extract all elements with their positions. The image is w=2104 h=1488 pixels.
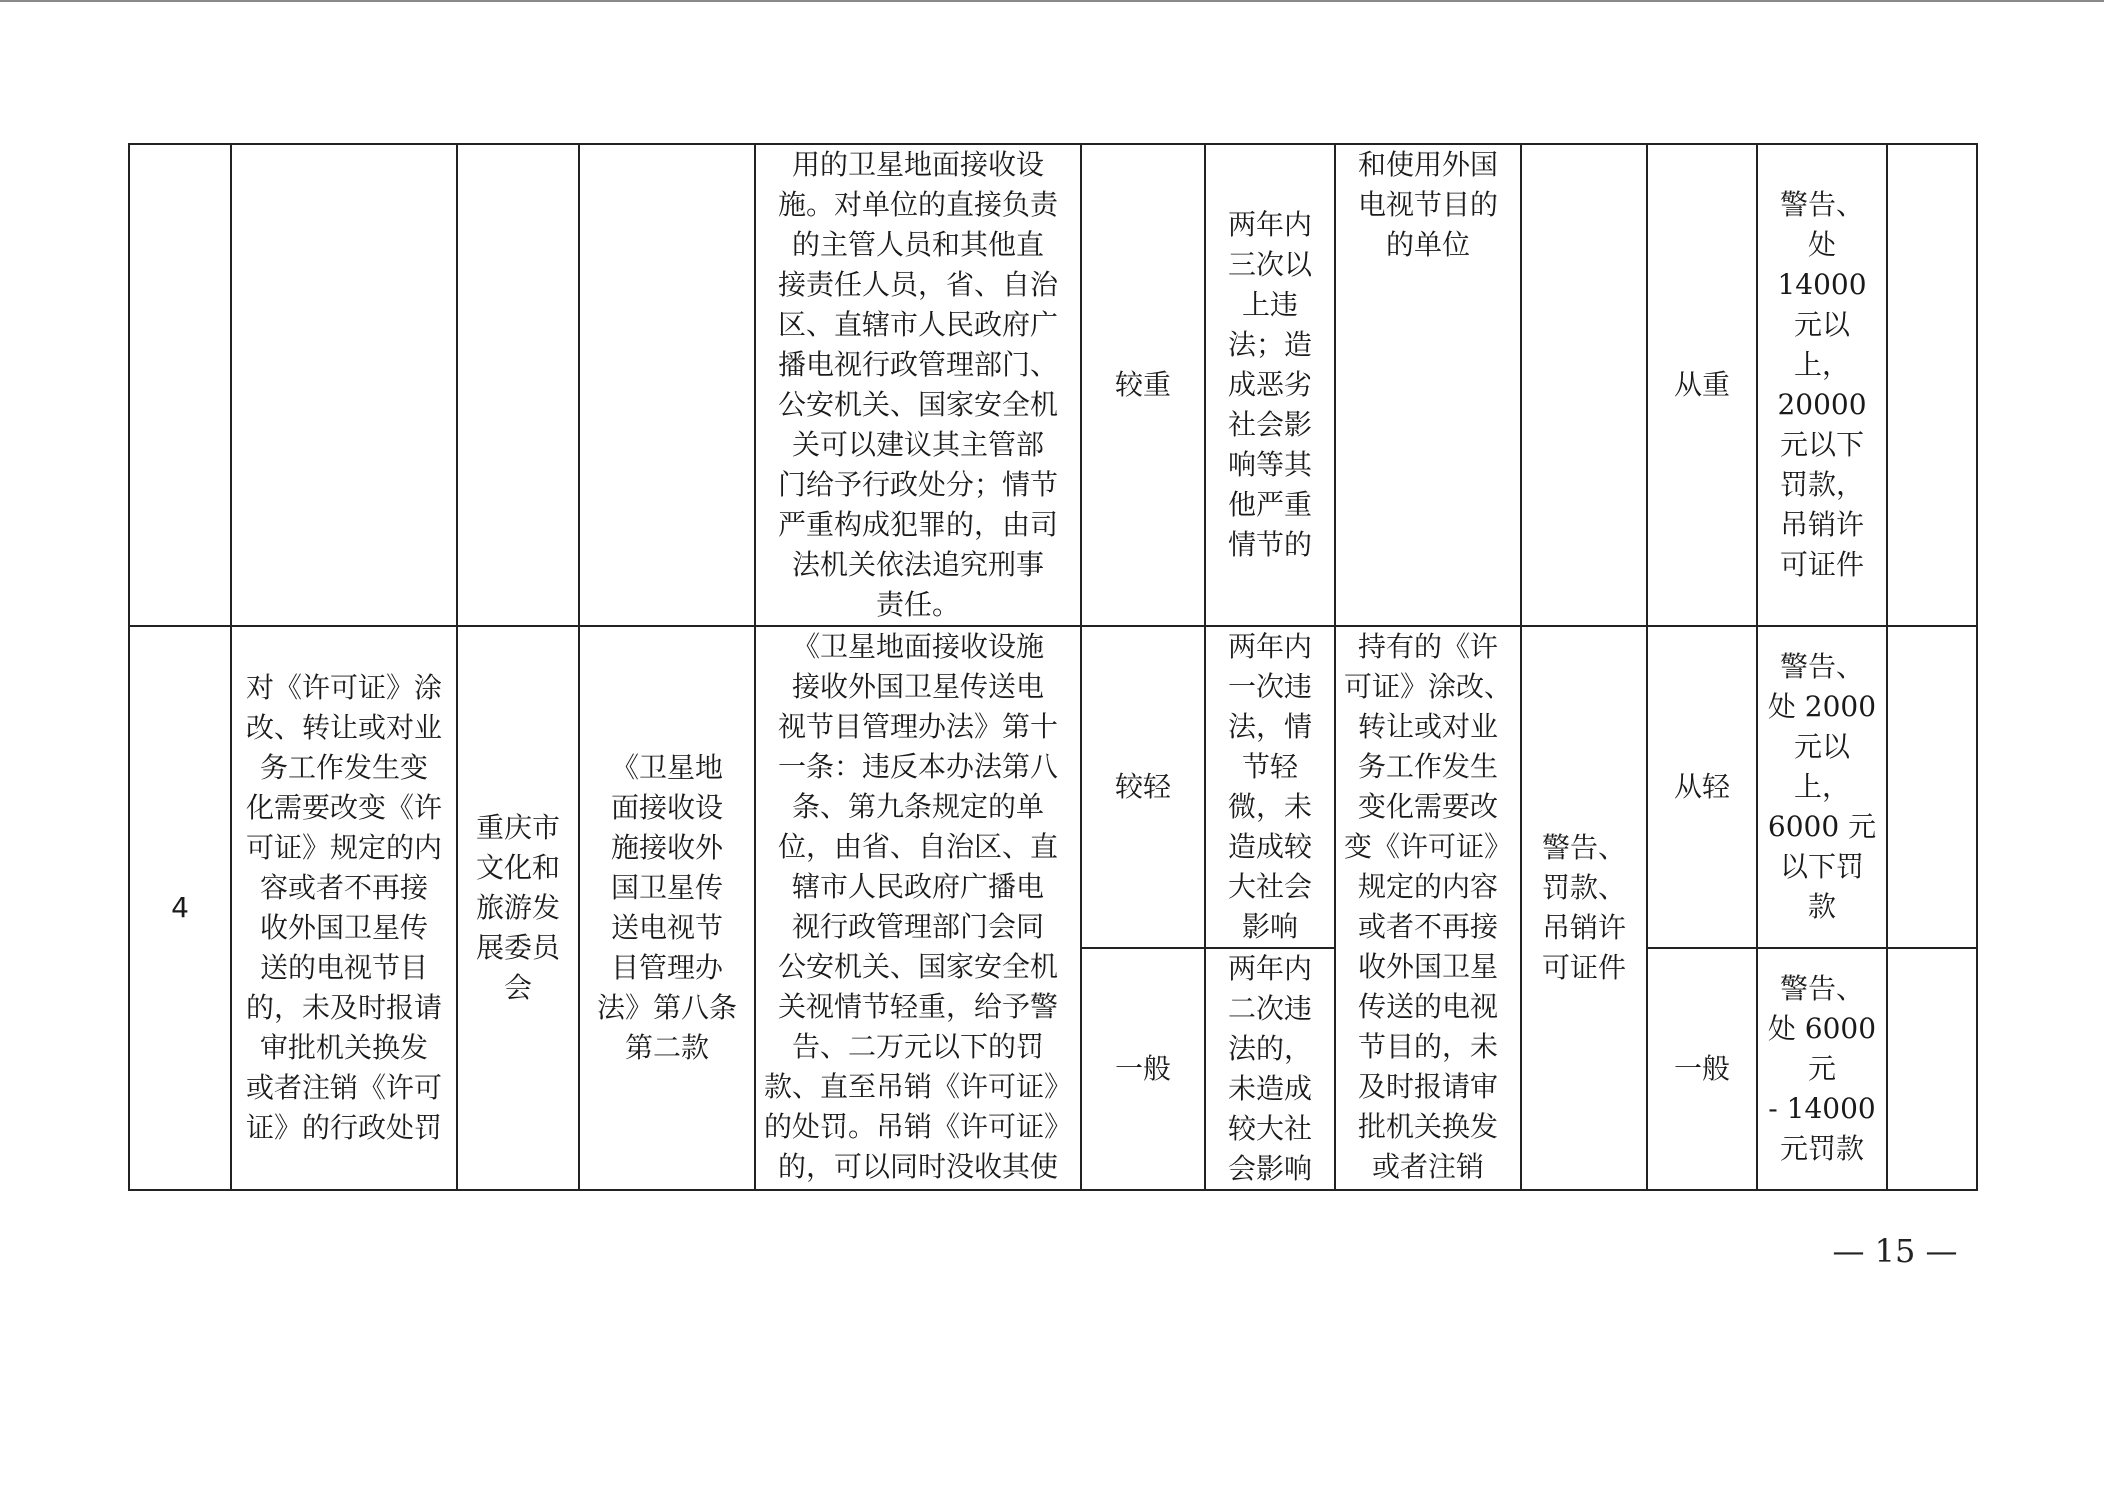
penalty-basis-cell: 用的卫星地面接收设 施。对单位的直接负责 的主管人员和其他直 接责任人员，省、自治 区、直辖市人民政府广 播电视行政管理部门、 公安机关、国家安全机 关可以建议其主管部 门给予行政处分；情节 严重构成犯罪的，由司 法机关依法追究刑事 责任。 bbox=[755, 144, 1081, 626]
subject-cell: 和使用外国 电视节目的 的单位 bbox=[1335, 144, 1521, 626]
circumstance-cell: 两年内 三次以 上违 法；造 成恶劣 社会影 响等其 他严重 情节的 bbox=[1205, 144, 1335, 626]
penalty-degree-cell: 从轻 bbox=[1647, 626, 1757, 948]
legal-basis-cell: 《卫星地 面接收设 施接收外 国卫星传 送电视节 目管理办 法》第八条 第二款 bbox=[579, 626, 755, 1190]
authority-cell bbox=[457, 144, 579, 626]
subject-cell: 持有的《许 可证》涂改、 转让或对业 务工作发生 变化需要改 变《许可证》 规定的内容 或者不再接 收外国卫星 传送的电视 节目的，未 及时报请审 批机关换发 或者注销 bbox=[1335, 626, 1521, 1190]
penalty-type-cell bbox=[1521, 144, 1647, 626]
page-number: — 15 — bbox=[1832, 1232, 1958, 1270]
table-row bbox=[129, 144, 1977, 626]
violation-level-cell: 一般 bbox=[1081, 948, 1205, 1190]
authority-cell: 重庆市 文化和 旅游发 展委员 会 bbox=[457, 626, 579, 1190]
violation-level-cell: 较重 bbox=[1081, 144, 1205, 626]
penalty-standard-cell: 警告、 处 2000 元以 上， 6000 元 以下罚 款 bbox=[1757, 626, 1887, 948]
remarks-cell bbox=[1887, 626, 1977, 948]
matter-cell bbox=[231, 144, 457, 626]
legal-basis-cell bbox=[579, 144, 755, 626]
circumstance-cell: 两年内 二次违 法的， 未造成 较大社 会影响 bbox=[1205, 948, 1335, 1190]
matter-cell: 对《许可证》涂 改、转让或对业 务工作发生变 化需要改变《许 可证》规定的内 容或者不再接 收外国卫星传 送的电视节目 的，未及时报请 审批机关换发 或者注销《许可 证》的行政处罚 bbox=[231, 626, 457, 1190]
penalty-basis-cell: 《卫星地面接收设施 接收外国卫星传送电 视节目管理办法》第十 一条：违反本办法第八 条、第九条规定的单 位，由省、自治区、直 辖市人民政府广播电 视行政管理部门会同 公安机关、国家安全机 关视情节轻重，给予警 告、二万元以下的罚 款、直至吊销《许可证》 的处罚。吊销《许可证》 的，可以同时没收其使 bbox=[755, 626, 1081, 1190]
penalty-standard-cell: 警告、 处 14000 元以 上， 20000 元以下 罚款， 吊销许 可证件 bbox=[1757, 144, 1887, 626]
page-top-rule bbox=[0, 0, 2104, 2]
remarks-cell bbox=[1887, 144, 1977, 626]
penalty-type-cell: 警告、 罚款、 吊销许 可证件 bbox=[1521, 626, 1647, 1190]
remarks-cell bbox=[1887, 948, 1977, 1190]
number-cell: 4 bbox=[129, 626, 231, 1190]
penalty-degree-cell: 从重 bbox=[1647, 144, 1757, 626]
number-cell bbox=[129, 144, 231, 626]
penalty-standard-table bbox=[128, 143, 1978, 1191]
circumstance-cell: 两年内 一次违 法，情 节轻 微，未 造成较 大社会 影响 bbox=[1205, 626, 1335, 948]
penalty-degree-cell: 一般 bbox=[1647, 948, 1757, 1190]
table-row bbox=[129, 626, 1977, 948]
violation-level-cell: 较轻 bbox=[1081, 626, 1205, 948]
penalty-standard-cell: 警告、 处 6000 元 - 14000 元罚款 bbox=[1757, 948, 1887, 1190]
